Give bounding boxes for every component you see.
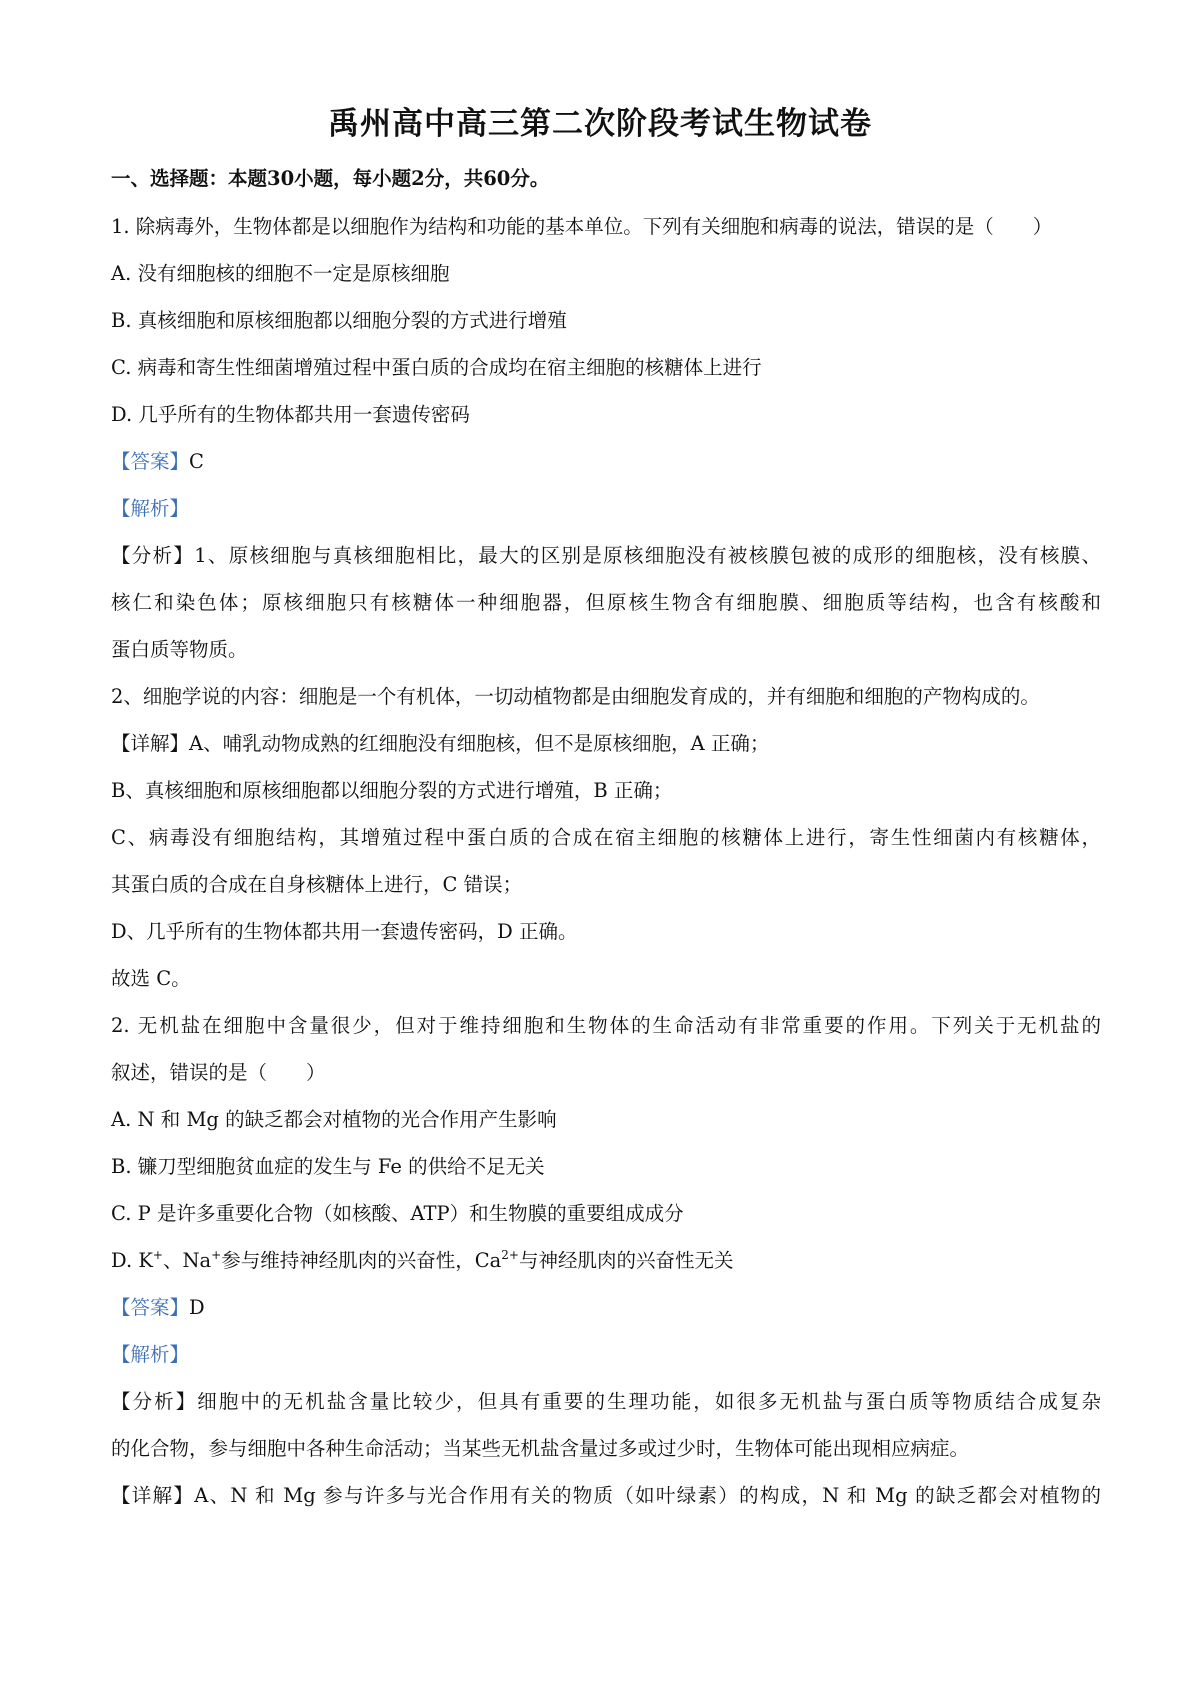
q1-xiangjie-line-6: 故选 C。 xyxy=(111,967,191,990)
q2-answer-label: 【答案】 xyxy=(111,1296,190,1319)
q1-answer-value: C xyxy=(189,450,204,473)
q2-option-d-prefix: D. K xyxy=(111,1249,153,1272)
q1-xiangjie-line-1 xyxy=(111,729,1101,759)
q1-analysis-label: 【解析】 xyxy=(111,497,190,520)
q2-option-d-sup-1: + xyxy=(152,1248,163,1262)
q2-option-d-sup-3: 2+ xyxy=(501,1248,519,1262)
q1-stem: 1. 除病毒外，生物体都是以细胞作为结构和功能的基本单位。下列有关细胞和病毒的说法，错误的是（ ） xyxy=(111,215,1053,238)
q1-option-b: B. 真核细胞和原核细胞都以细胞分裂的方式进行增殖 xyxy=(111,309,567,332)
q1-xiangjie-line-4: 其蛋白质的合成在自身核糖体上进行，C 错误； xyxy=(111,873,523,896)
q1-xiangjie-line-2: B、真核细胞和原核细胞都以细胞分裂的方式进行增殖，B 正确； xyxy=(111,779,673,802)
q1-xiangjie-line-3: C、病毒没有细胞结构，其增殖过程中蛋白质的合成在宿主细胞的核糖体上进行，寄生性细菌内有核糖体， xyxy=(111,826,1101,849)
q2-option-d-sup-2: + xyxy=(211,1248,222,1262)
q1-fenxi-line-2: 核仁和染色体；原核细胞只有核糖体一种细胞器，但原核生物含有细胞膜、细胞质等结构，也含有核酸和 xyxy=(111,591,1101,614)
q2-answer xyxy=(111,1293,1101,1323)
q2-option-d-suffix: 与神经肌肉的兴奋性无关 xyxy=(518,1249,734,1272)
q1-option-c: C. 病毒和寄生性细菌增殖过程中蛋白质的合成均在宿主细胞的核糖体上进行 xyxy=(111,356,762,379)
q1-xiangjie-text-1: A、哺乳动物成熟的红细胞没有细胞核，但不是原核细胞，A 正确； xyxy=(189,732,770,755)
q1-option-a: A. 没有细胞核的细胞不一定是原核细胞 xyxy=(111,262,450,285)
q2-fenxi-label: 【分析】 xyxy=(111,1390,198,1413)
q1-answer xyxy=(111,447,1101,477)
q2-option-d xyxy=(111,1246,1101,1276)
q1-option-d: D. 几乎所有的生物体都共用一套遗传密码 xyxy=(111,403,470,426)
q2-option-d-mid-2: 参与维持神经肌肉的兴奋性，Ca xyxy=(221,1249,502,1272)
q1-fenxi-line-4: 2、细胞学说的内容：细胞是一个有机体，一切动植物都是由细胞发育成的，并有细胞和细胞的产物构成的。 xyxy=(111,685,1040,708)
q1-fenxi-label: 【分析】 xyxy=(111,544,195,567)
q2-xiangjie-label: 【详解】 xyxy=(111,1484,195,1507)
q2-option-b: B. 镰刀型细胞贫血症的发生与 Fe 的供给不足无关 xyxy=(111,1155,545,1178)
q2-fenxi-line-2: 的化合物，参与细胞中各种生命活动；当某些无机盐含量过多或过少时，生物体可能出现相应病症。 xyxy=(111,1437,970,1460)
q2-answer-value: D xyxy=(189,1296,205,1319)
q2-fenxi-line-1 xyxy=(111,1387,1101,1417)
q2-fenxi-text-1: 细胞中的无机盐含量比较少，但具有重要的生理功能，如很多无机盐与蛋白质等物质结合成复杂 xyxy=(197,1390,1101,1413)
q1-answer-label: 【答案】 xyxy=(111,450,190,473)
q1-xiangjie-label: 【详解】 xyxy=(111,732,190,755)
q1-fenxi-text-1: 1、原核细胞与真核细胞相比，最大的区别是原核细胞没有被核膜包被的成形的细胞核，没有核膜、 xyxy=(194,544,1101,567)
q2-analysis-label: 【解析】 xyxy=(111,1343,190,1366)
q2-stem-line-2: 叙述，错误的是（ ） xyxy=(111,1061,326,1084)
q2-option-d-mid-1: 、Na xyxy=(162,1249,212,1272)
q1-fenxi-line-1 xyxy=(111,541,1101,571)
q2-xiangjie-text-1: A、N 和 Mg 参与许多与光合作用有关的物质（如叶绿素）的构成，N 和 Mg 的缺乏都会对植物的 xyxy=(194,1484,1101,1507)
q2-option-a: A. N 和 Mg 的缺乏都会对植物的光合作用产生影响 xyxy=(111,1108,557,1131)
q2-stem-line-1: 2. 无机盐在细胞中含量很少，但对于维持细胞和生物体的生命活动有非常重要的作用。下列关于无机盐的 xyxy=(111,1014,1101,1037)
q2-option-c: C. P 是许多重要化合物（如核酸、ATP）和生物膜的重要组成成分 xyxy=(111,1202,684,1225)
q2-xiangjie-line-1 xyxy=(111,1481,1101,1511)
section-header: 一、选择题：本题30小题，每小题2分，共60分。 xyxy=(111,167,550,190)
q1-fenxi-line-3: 蛋白质等物质。 xyxy=(111,638,248,661)
exam-title: 禹州高中高三第二次阶段考试生物试卷 xyxy=(328,106,872,142)
q1-xiangjie-line-5: D、几乎所有的生物体都共用一套遗传密码，D 正确。 xyxy=(111,920,578,943)
